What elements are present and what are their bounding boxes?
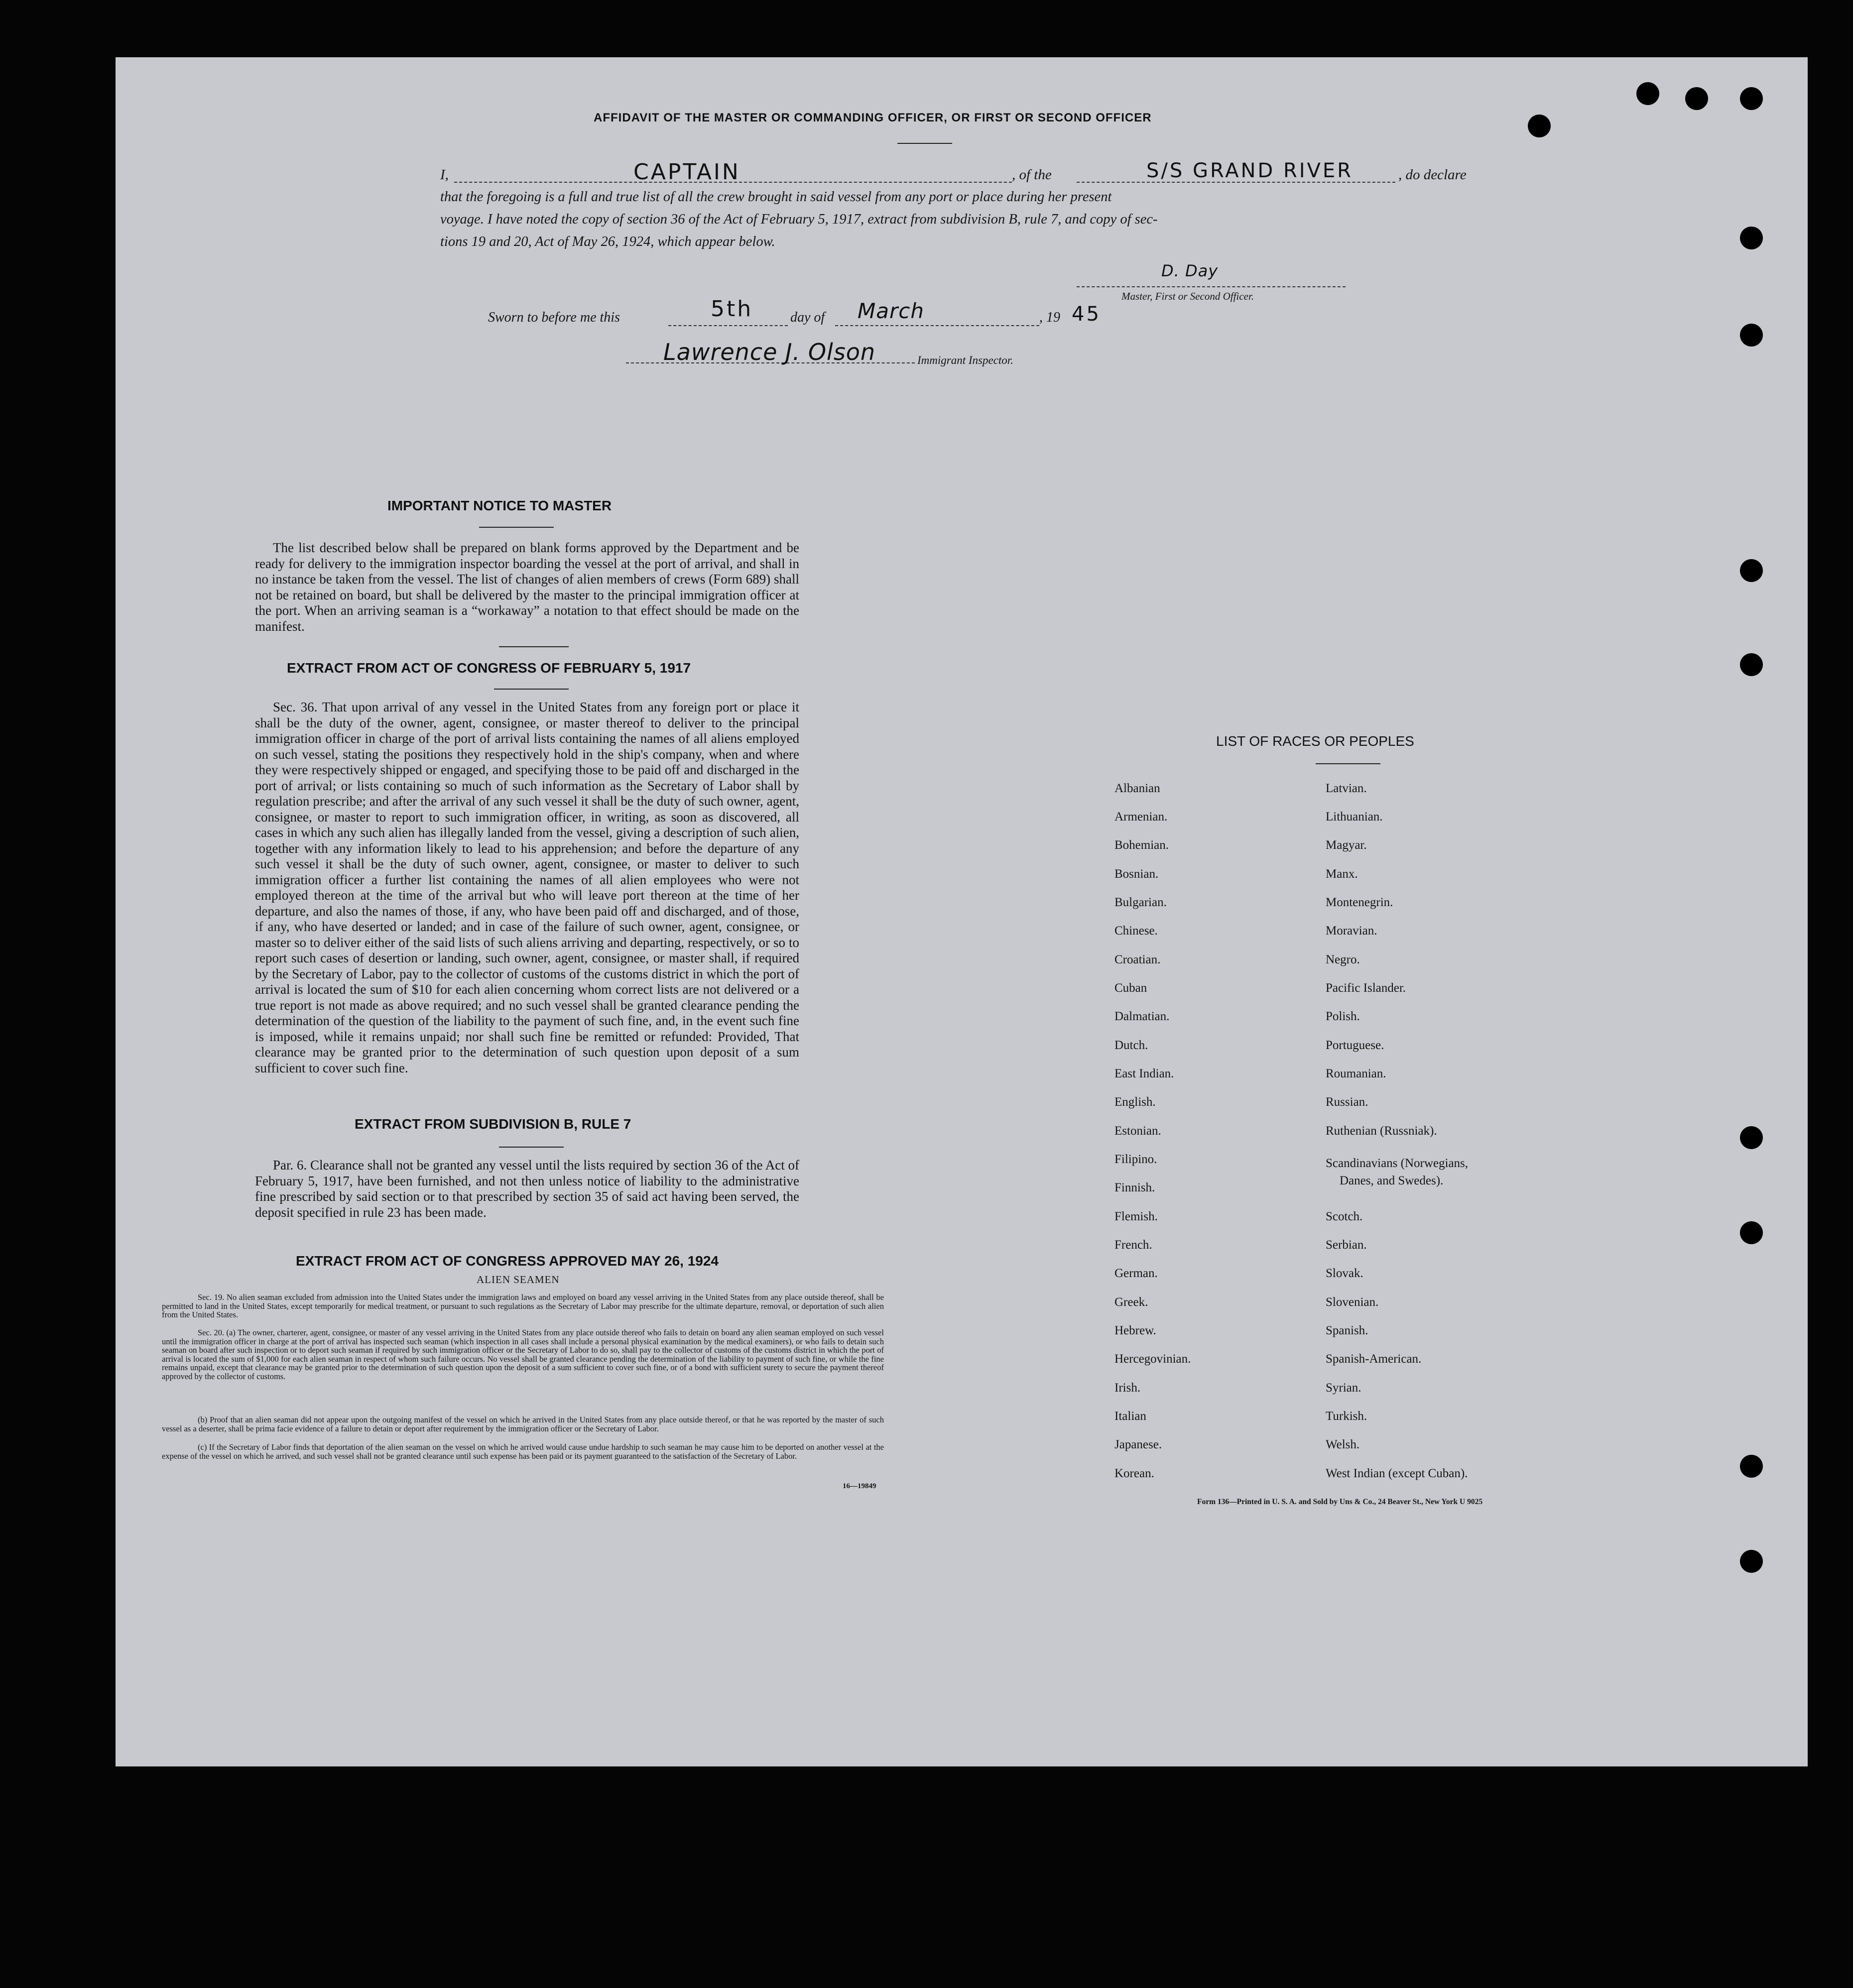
race-right: West Indian (except Cuban).	[1326, 1467, 1468, 1480]
race-left: French.	[1114, 1238, 1152, 1252]
race-left: Bulgarian.	[1114, 896, 1167, 909]
race-left: Flemish.	[1114, 1210, 1158, 1223]
form-printer-line: Form 136—Printed in U. S. A. and Sold by Uns & Co., 24 Beaver St., New York U 9025	[1197, 1498, 1483, 1506]
punch-hole	[1636, 82, 1659, 105]
race-left: Hebrew.	[1114, 1324, 1156, 1337]
race-left: Estonian.	[1114, 1124, 1161, 1138]
master-signature-line	[1077, 286, 1346, 287]
sworn-prefix: Sworn to before me this	[488, 310, 620, 325]
race-left: Bosnian.	[1114, 867, 1159, 881]
race-right: Polish.	[1326, 1010, 1360, 1023]
divider	[479, 527, 554, 528]
race-right: Scotch.	[1326, 1210, 1363, 1223]
manifest-page	[116, 57, 1808, 1766]
race-right: Slovak.	[1326, 1267, 1363, 1280]
punch-hole	[1528, 115, 1551, 137]
form-code: 16—19849	[843, 1482, 876, 1490]
race-right: Pacific Islander.	[1326, 981, 1406, 995]
extract-1917-text: Sec. 36. That upon arrival of any vessel in the United States from any foreign port or place it shall be the duty of the owner, agent, consignee, or master thereof to deliver to the principal immigration officer in charge of the port of arrival lists containing the names of all aliens employed on such vessel, stating the positions they respectively hold in the ship's company, when and where they were respectively shipped or engaged, and specifying those to be paid off and discharged in the port of arrival; or lists containing so much of such information as the Secretary of Labor shall by regulation prescribe; and after the arrival of any such vessel it shall be the duty of such owner, agent, consignee, or master to report to such immigration officer, in writing, as soon as discovered, all cases in which any such alien has illegally landed from the vessel, giving a description of such alien, together with any information likely to lead to his apprehension; and before the departure of any such vessel it shall be the duty of such owner, agent, consignee, or master to deliver to such immigration officer a further list containing the names of all alien employees who were not employed thereon at the time of the arrival but who will leave port thereon at the time of her departure, and also the names of those, if any, who have been paid off and discharged, and of those, if any, who have deserted or landed; and in case of the failure of such owner, agent, consignee, or master so to deliver either of the said lists of such aliens arriving and departing, respectively, or so to report such cases of desertion or landing, such owner, agent, consignee, or master shall, if required by the Secretary of Labor, pay to the collector of customs of the customs district in which the port of arrival is located the sum of $10 for each alien concerning whom correct lists are not delivered or a true report is not made as above required; and no such vessel shall be granted clearance pending the determination of the question of the liability to the payment of such fine, and, in the event such fine is imposed, while it remains unpaid; nor shall such fine be remitted or refunded: Provided, That clearance may be granted prior to the determination of such question upon deposit of a sum sufficient to cover such fine.	[255, 700, 799, 1075]
punch-hole	[1740, 1221, 1763, 1244]
race-left: East Indian.	[1114, 1067, 1174, 1080]
inspector-label: Immigrant Inspector.	[917, 354, 1013, 366]
affidavit-line-2: that the foregoing is a full and true list of all the crew brought in said vessel from any port or place during her present	[440, 189, 1112, 205]
of-the-label: , of the	[1012, 167, 1052, 183]
race-left: Filipino.	[1114, 1153, 1157, 1166]
affidavit-line-4: tions 19 and 20, Act of May 26, 1924, which appear below.	[440, 234, 775, 249]
race-left: Hercegovinian.	[1114, 1352, 1191, 1366]
race-left: Armenian.	[1114, 810, 1168, 823]
do-declare-label: , do declare	[1398, 167, 1467, 183]
race-left: Bohemian.	[1114, 838, 1169, 852]
vessel-field: S/S GRAND RIVER	[1146, 159, 1353, 182]
sworn-month: March	[858, 299, 924, 323]
punch-hole	[1740, 653, 1763, 676]
extract-1924-subheading: ALIEN SEAMEN	[477, 1274, 560, 1286]
punch-hole	[1740, 1126, 1763, 1149]
race-right: Magyar.	[1326, 838, 1367, 852]
inspector-signature: Lawrence J. Olson	[663, 339, 876, 365]
affidavit-line-3: voyage. I have noted the copy of section 36 of the Act of February 5, 1917, extract from subdivision B, rule 7, and copy of sec-	[440, 212, 1158, 227]
punch-hole	[1740, 1550, 1763, 1573]
divider	[499, 1147, 564, 1148]
race-right: Latvian.	[1326, 782, 1367, 795]
affidavit-heading: AFFIDAVIT OF THE MASTER OR COMMANDING OFFICER, OR FIRST OR SECOND OFFICER	[594, 111, 1152, 124]
race-right: Welsh.	[1326, 1438, 1360, 1451]
notice-text: The list described below shall be prepared on blank forms approved by the Department and be ready for delivery to the immigration inspector boarding the vessel at the port of arrival, and shall in no instance be taken from the vessel. The list of changes of alien members of crews (Form 689) shall not be retained on board, but shall be delivered by the master to the principal immigration officer at the port. When an arriving seaman is a “workaway” a notation to that effect should be made on the manifest.	[255, 540, 799, 634]
race-right: Lithuanian.	[1326, 810, 1383, 823]
day-line	[668, 325, 788, 326]
sworn-year: 45	[1072, 303, 1101, 326]
race-right: Spanish.	[1326, 1324, 1368, 1337]
race-left: Cuban	[1114, 981, 1147, 995]
section-20b-text: (b) Proof that an alien seaman did not appear upon the outgoing manifest of the vessel on which he arrived in the United States from any place outside thereof, or that he was reported by the master of such vessel as a deserter, shall be prima facie evidence of a failure to detain or deport after requirement by the immigration officer or the Secretary of Labor.	[162, 1415, 884, 1433]
punch-hole	[1740, 227, 1763, 249]
race-right: Serbian.	[1326, 1238, 1367, 1252]
punch-hole	[1740, 87, 1763, 110]
race-left: Dutch.	[1114, 1039, 1148, 1052]
race-right: Scandinavians (Norwegians,	[1326, 1157, 1469, 1170]
month-line	[835, 325, 1039, 326]
punch-hole	[1740, 324, 1763, 347]
race-left: English.	[1114, 1095, 1156, 1109]
divider	[1316, 763, 1380, 764]
race-right: Roumanian.	[1326, 1067, 1386, 1080]
extract-1924-heading: EXTRACT FROM ACT OF CONGRESS APPROVED MAY 26, 1924	[296, 1253, 719, 1269]
race-right: Spanish-American.	[1326, 1352, 1422, 1366]
race-right: Danes, and Swedes).	[1340, 1174, 1444, 1187]
race-right: Russian.	[1326, 1095, 1368, 1109]
races-heading: LIST OF RACES OR PEOPLES	[1216, 733, 1414, 749]
race-left: Albanian	[1114, 782, 1160, 795]
punch-hole	[1740, 559, 1763, 582]
captain-field: CAPTAIN	[633, 159, 741, 185]
race-left: Italian	[1114, 1409, 1146, 1423]
divider	[494, 689, 569, 690]
race-left: Greek.	[1114, 1295, 1148, 1309]
race-left: Irish.	[1114, 1381, 1141, 1395]
rule7-text: Par. 6. Clearance shall not be granted any vessel until the lists required by section 36 of the Act of February 5, 1917, have been furnished, and not then unless notice of liability to the administrative fine prescribed by said section or to that prescribed by section 35 of said act having been served, the deposit specified in rule 23 has been made.	[255, 1158, 799, 1220]
race-left: Dalmatian.	[1114, 1010, 1170, 1023]
race-right: Turkish.	[1326, 1409, 1367, 1423]
rule7-heading: EXTRACT FROM SUBDIVISION B, RULE 7	[355, 1116, 631, 1132]
race-right: Syrian.	[1326, 1381, 1361, 1395]
section-20a-text: Sec. 20. (a) The owner, charterer, agent, consignee, or master of any vessel arriving in the United States from any place outside thereof who fails to detain on board any alien seaman employed on such vessel until the immigration officer in charge at the port of arrival has inspected such seaman (which inspection in all cases shall include a personal physical examination by the medical examiners), or who fails to detain such seaman on board after such inspection or to deport such seaman if required by such immigration officer or the Secretary of Labor to do so, shall pay to the collector of customs of the customs district in which the port of arrival is located the sum of $1,000 for each alien seaman in respect of whom such failure occurs. No vessel shall be granted clearance pending the determination of the liability to payment of such fine, or while the fine remains unpaid, except that clearance may be granted prior to the determination of such question upon the deposit of a sum sufficient to cover such fine, or of a bond with sufficient surety to secure the payment thereof approved by the collector of customs.	[162, 1328, 884, 1381]
master-label: Master, First or Second Officer.	[1121, 290, 1254, 302]
race-right: Moravian.	[1326, 924, 1377, 937]
race-left: Finnish.	[1114, 1181, 1155, 1194]
race-right: Portuguese.	[1326, 1039, 1384, 1052]
affidavit-i: I,	[440, 167, 449, 183]
divider	[897, 143, 952, 144]
sworn-day: 5th	[711, 296, 753, 322]
notice-heading: IMPORTANT NOTICE TO MASTER	[387, 498, 612, 513]
race-right: Slovenian.	[1326, 1295, 1379, 1309]
race-right: Manx.	[1326, 867, 1358, 881]
race-left: Croatian.	[1114, 953, 1161, 966]
race-right: Negro.	[1326, 953, 1360, 966]
race-left: Chinese.	[1114, 924, 1158, 937]
section-20c-text: (c) If the Secretary of Labor finds that deportation of the alien seaman on the vessel on which he arrived would cause undue hardship to such seaman he may cause him to be deported on another vessel at the expense of the vessel on which he arrived, and such vessel shall not be granted clearance until such expense has been paid or its payment guaranteed to the satisfaction of the Secretary of Labor.	[162, 1442, 884, 1461]
extract-1917-heading: EXTRACT FROM ACT OF CONGRESS OF FEBRUARY 5, 1917	[287, 660, 691, 676]
race-right: Montenegrin.	[1326, 896, 1393, 909]
race-left: German.	[1114, 1267, 1158, 1280]
race-left: Korean.	[1114, 1467, 1154, 1480]
year-prefix: , 19	[1039, 310, 1060, 325]
divider	[499, 646, 569, 647]
race-right: Ruthenian (Russniak).	[1326, 1124, 1437, 1138]
master-signature: D. Day	[1161, 261, 1219, 280]
race-left: Japanese.	[1114, 1438, 1162, 1451]
punch-hole	[1685, 87, 1708, 110]
section-19-text: Sec. 19. No alien seaman excluded from admission into the United States under the immigration laws and employed on board any vessel arriving in the United States from any place outside thereof, shall be permitted to land in the United States, except temporarily for medical treatment, or pursuant to such regulations as the Secretary of Labor may prescribe for the ultimate departure, removal, or deportation of such alien from the United States.	[162, 1292, 884, 1320]
day-of-label: day of	[790, 310, 825, 325]
punch-hole	[1740, 1455, 1763, 1478]
